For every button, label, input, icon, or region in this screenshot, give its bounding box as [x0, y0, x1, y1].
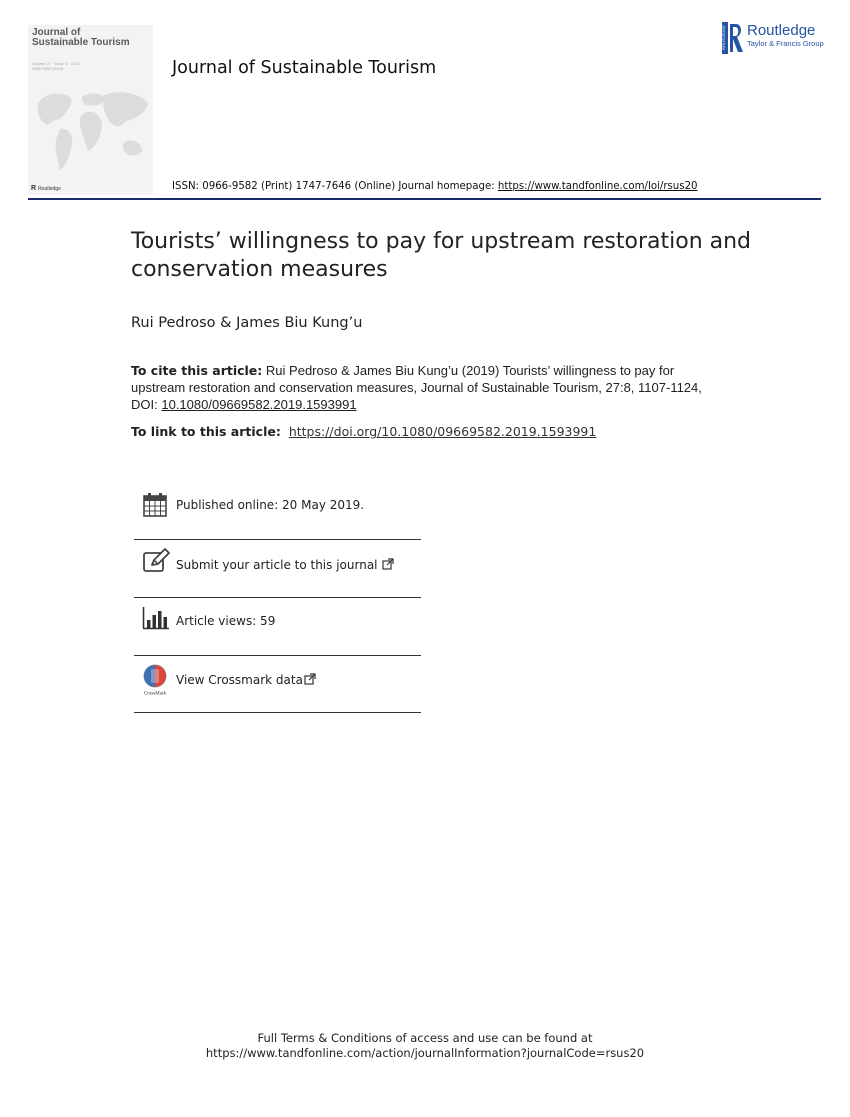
info-divider	[134, 712, 421, 713]
external-link-icon	[382, 558, 394, 570]
issn-text: ISSN: 0966-9582 (Print) 1747-7646 (Online) Journal homepage:	[172, 181, 495, 192]
crossmark-label: View Crossmark data	[176, 673, 303, 687]
citation-label: To cite this article:	[131, 363, 263, 378]
info-divider	[134, 655, 421, 656]
cover-publisher	[31, 185, 61, 192]
crossmark-icon	[142, 664, 168, 696]
bar-chart-icon	[142, 606, 170, 630]
cover-issn: 0966-9582 (Print)	[32, 66, 64, 71]
world-map-icon	[30, 85, 152, 180]
cover-title: Journal of Sustainable Tourism	[32, 27, 130, 48]
published-date: Published online: 20 May 2019.	[176, 498, 365, 512]
citation-block	[131, 362, 711, 413]
footer-terms-link[interactable]: https://www.tandfonline.com/action/journalInformation?journalCode=rsus20	[205, 1046, 645, 1060]
footer	[0, 1031, 850, 1061]
journal-cover[interactable]	[28, 25, 153, 195]
journal-homepage-link[interactable]: https://www.tandfonline.com/loi/rsus20	[497, 181, 698, 192]
cover-publisher-name: Routledge	[38, 185, 61, 192]
article-link-label: To link to this article:	[131, 424, 281, 439]
publisher-logo[interactable]	[722, 22, 824, 54]
publisher-group: Taylor & Francis Group	[747, 39, 824, 48]
routledge-logo-icon	[722, 22, 744, 54]
publisher-name: Routledge	[747, 22, 816, 39]
article-link-line	[131, 424, 596, 439]
crossmark-logo-text: CrossMark	[143, 691, 167, 697]
info-divider	[134, 597, 421, 598]
info-divider	[134, 539, 421, 540]
article-authors: Rui Pedroso & James Biu Kung’u	[131, 315, 363, 331]
issn-line	[172, 181, 698, 192]
external-link-icon	[304, 673, 316, 685]
submit-article-label: Submit your article to this journal	[176, 558, 378, 572]
citation-text: Rui Pedroso & James Biu Kung’u (2019) Tourists’ willingness to pay for upstream restoration and conservation measures, Journal of Sustainable Tourism, 27:8, 1107-1124, DOI:	[131, 363, 702, 412]
article-views-row	[134, 606, 421, 636]
article-title: Tourists’ willingness to pay for upstream restoration and conservation measures	[131, 229, 752, 282]
citation-doi-link[interactable]: 10.1080/09669582.2019.1593991	[161, 397, 357, 412]
published-row	[134, 492, 421, 522]
edit-icon	[142, 548, 170, 574]
footer-terms-text: Full Terms & Conditions of access and use can be found at	[257, 1031, 593, 1045]
crossmark-link[interactable]	[176, 673, 316, 687]
submit-article-row[interactable]	[134, 548, 421, 582]
cover-issue: Volume 27 · Issue 8 · 2019	[32, 61, 80, 66]
calendar-icon	[142, 492, 168, 518]
journal-title[interactable]: Journal of Sustainable Tourism	[172, 58, 437, 78]
submit-article-link[interactable]	[176, 558, 394, 572]
crossmark-row[interactable]	[134, 664, 421, 698]
article-doi-link[interactable]: https://doi.org/10.1080/09669582.2019.1593991	[288, 424, 597, 439]
header-divider	[28, 198, 821, 200]
routledge-mini-icon: R	[31, 185, 37, 192]
cover-subtitle	[32, 61, 132, 71]
svg-text:ROUTLEDGE: ROUTLEDGE	[721, 25, 726, 50]
article-views-count: Article views: 59	[176, 614, 276, 628]
